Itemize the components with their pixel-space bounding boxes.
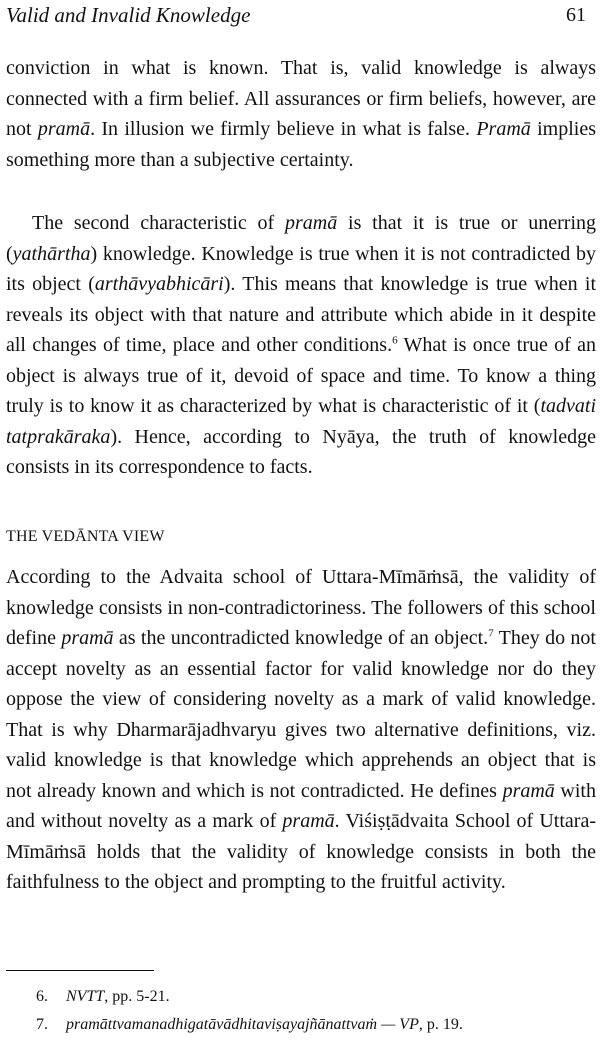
running-title: Valid and Invalid Knowledge [6,2,251,27]
footnote-divider [6,970,154,971]
footnote-ref-7: 7 [488,627,494,640]
footnote-ref-6: 6 [392,334,398,347]
paragraph-1: conviction in what is known. That is, valid knowledge is always connected with a firm belief. All assurances or firm beliefs, however, are not pramā. In illusion we firmly believe in what is false. Pramā implies something more than a subjective certainty. [6,57,596,171]
footnote-7: 7. pramāttvamanadhigatāvādhitaviṣayajñānattvaṁ — VP, p. 19. [36,1016,463,1033]
section-heading: THE VEDĀNTA VIEW [6,528,165,545]
page-number: 61 [566,3,586,26]
paragraph-2: The second characteristic of pramā is that it is true or unerring (yathārtha) knowledge. Knowledge is true when it is not contradicted by its object (arthāvyabhicāri). This means that knowledge is true when it reveals its object with that nature and attribute which abide in it despite all changes of time, place and other conditions.$^6$ What is once true of an object is always true of it, devoid of space and time. To know a thing truly is to know it as characterized by what is characteristic of it (tadvati tatprakāraka). Hence, according to Nyāya, the truth of knowledge consists in its correspondence to facts. [6,212,596,478]
paragraph-3: According to the Advaita school of Uttara-Mīmāṁsā, the validity of knowledge consists in non-contradictoriness. The followers of this school define pramā as the uncontradicted knowledge of an object.$^7$ They do not accept novelty as an essential factor for valid knowledge nor do they oppose the view of considering novelty as a mark of valid knowledge. That is why Dharmarājadhvaryu gives two alternative definitions, viz. valid knowledge is that knowledge which apprehends an object that is not already known and which is not contradicted. He defines pramā with and without novelty as a mark of pramā. Viśiṣṭādvaita School of Uttara-Mīmāṁsā holds that the validity of knowledge consists in both the faithfulness to the object and prompting to the fruitful activity. [6,566,596,893]
page-header [6,0,586,30]
footnote-6: 6. NVTT, pp. 5-21. [36,988,170,1005]
